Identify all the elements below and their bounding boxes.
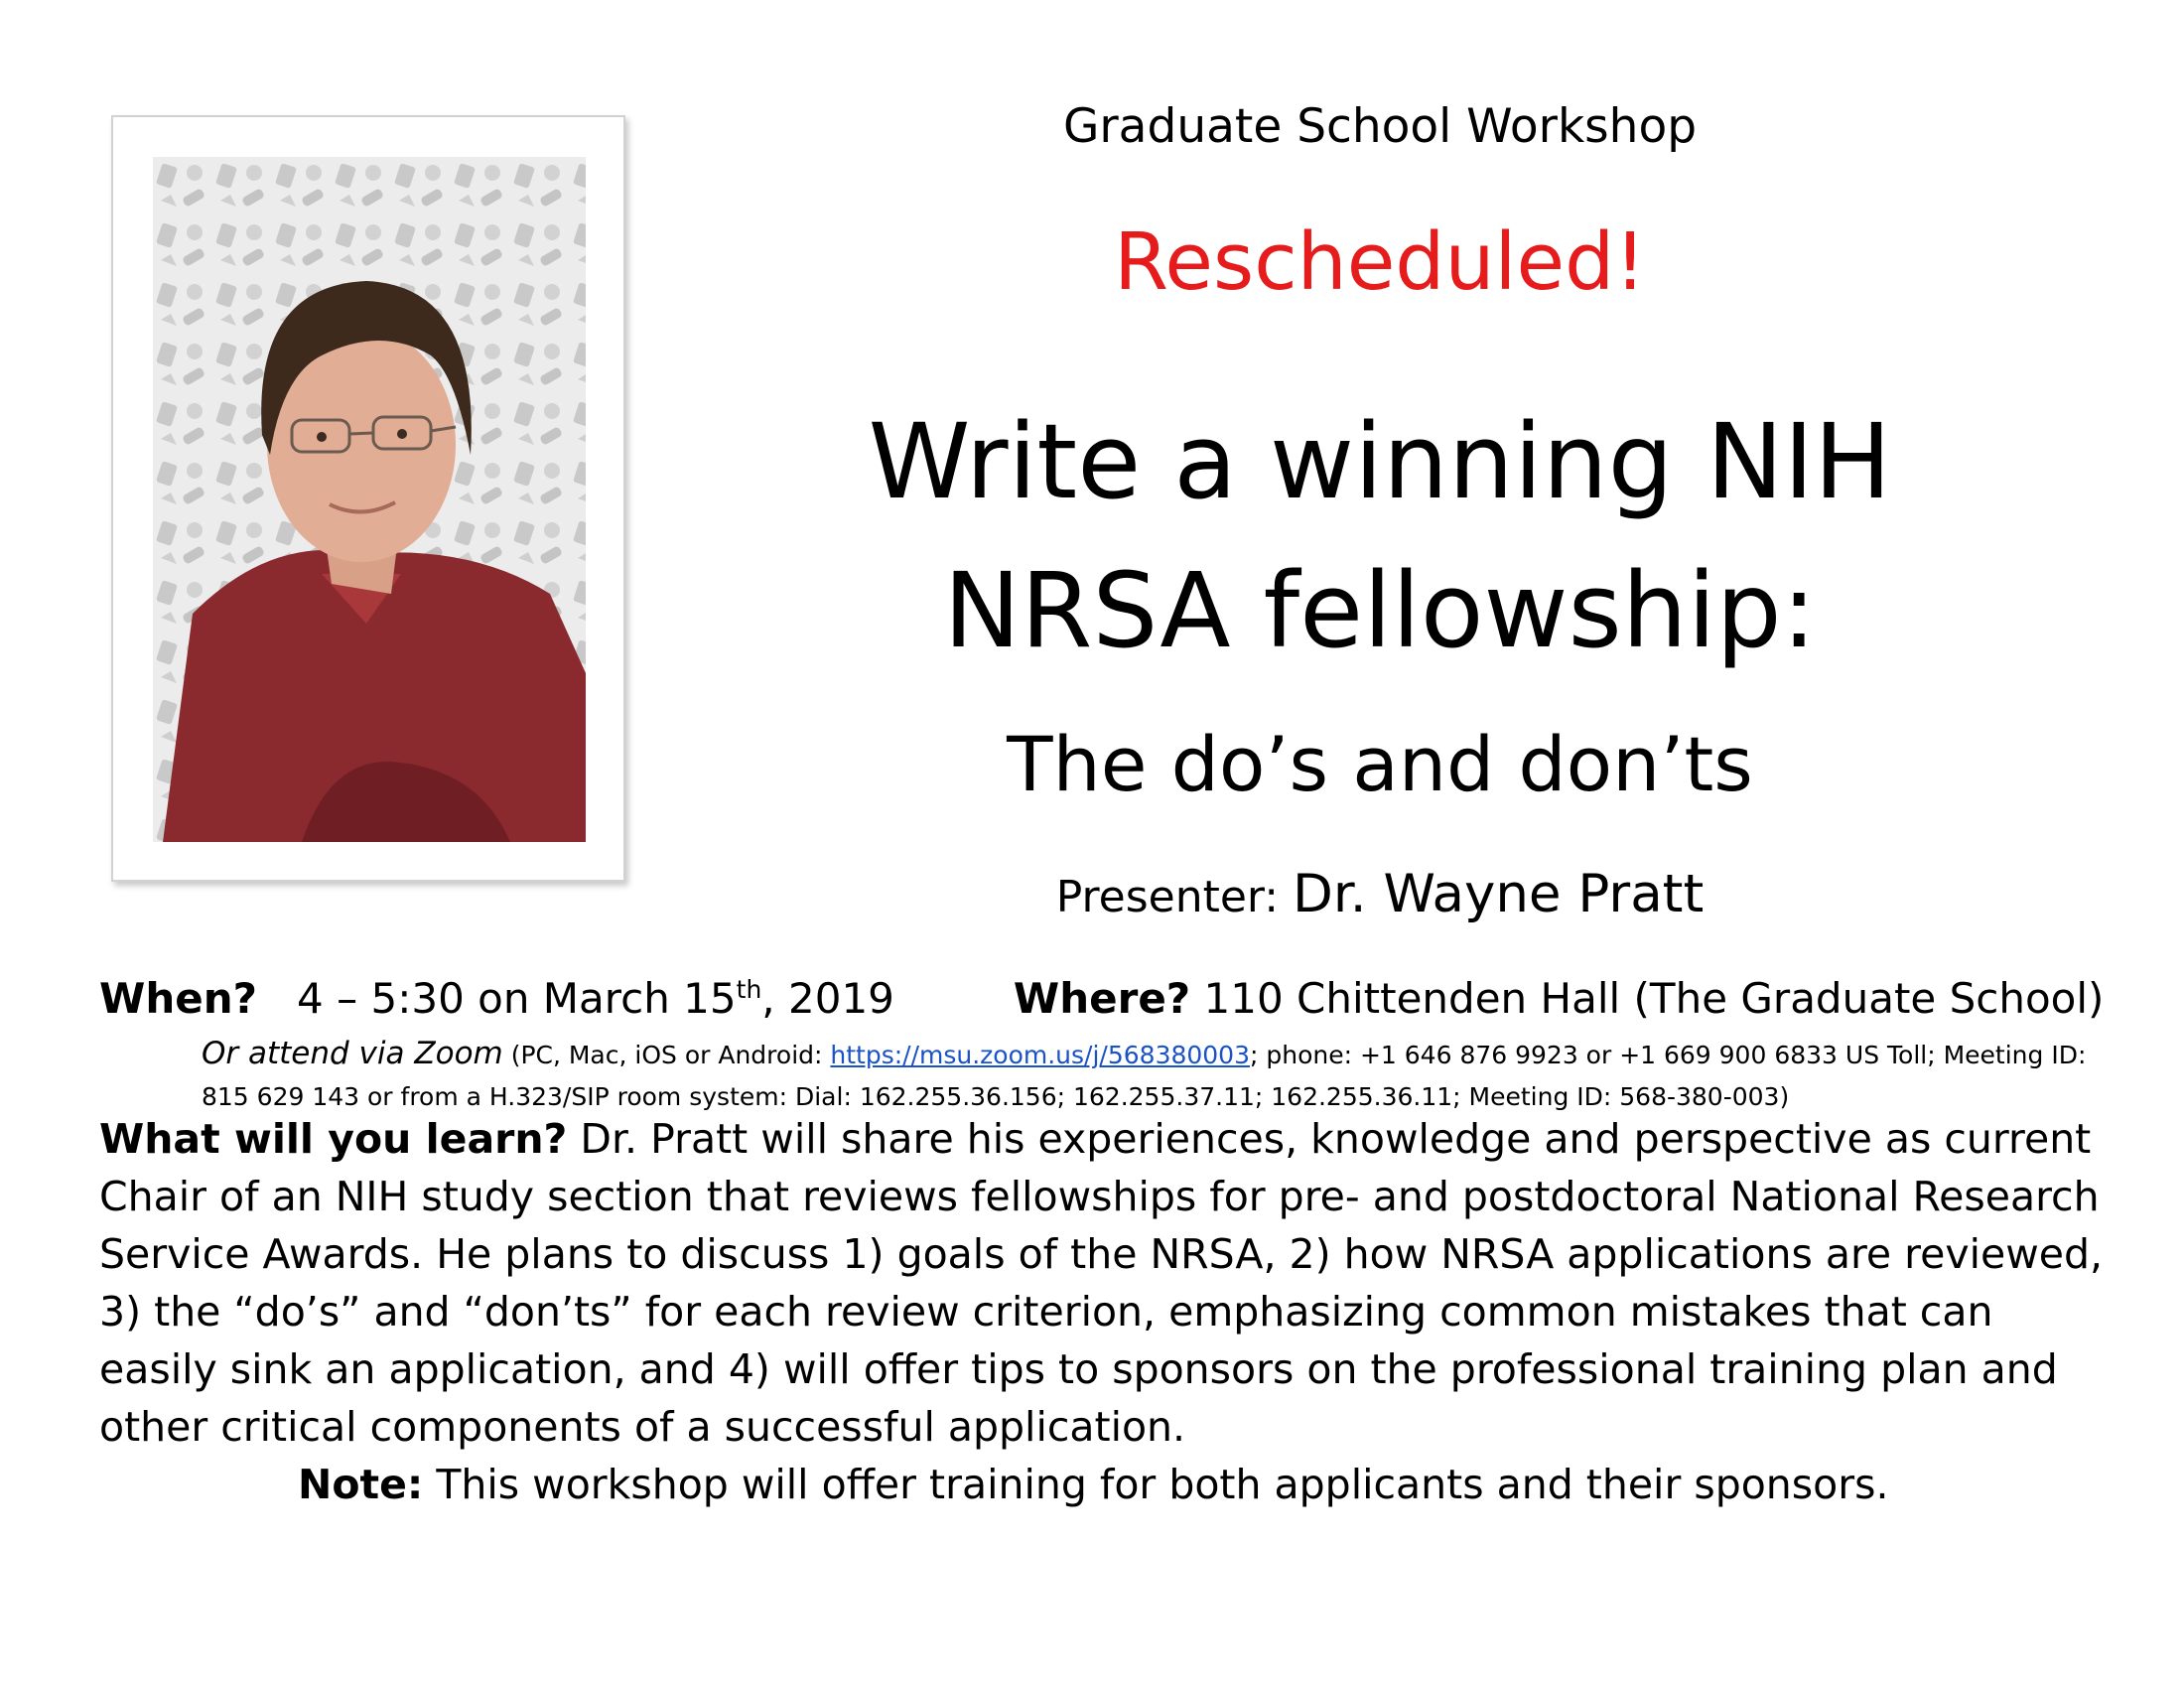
- event-title-line-1: Write a winning NIH: [868, 401, 1892, 522]
- date-ordinal: th: [736, 975, 762, 1004]
- zoom-details: ; phone: +1 646 876 9923 or +1 669 900 6833 US Toll; Meeting ID: 815 629 143 or from a H.323/SIP room system: Dial: 162.255.36.156; 162.255.37.11; 162.255.36.11; Meeting ID: 568-380-003): [202, 1041, 2087, 1111]
- zoom-info: [202, 1033, 2108, 1118]
- zoom-pre: (PC, Mac, iOS or Android:: [510, 1041, 831, 1069]
- note-label: Note:: [298, 1461, 424, 1508]
- presenter-label: Presenter:: [1055, 872, 1280, 922]
- workshop-kicker: Graduate School Workshop: [1062, 99, 1698, 154]
- where-label: Where?: [1013, 974, 1191, 1023]
- presenter-photo: [153, 157, 586, 842]
- when-value: 4 – 5:30 on March 15th, 2019: [297, 974, 894, 1023]
- note-text: This workshop will offer training for both applicants and their sponsors.: [436, 1461, 1889, 1508]
- note-line: [298, 1456, 2105, 1513]
- zoom-lead: Or attend via Zoom: [202, 1036, 503, 1071]
- event-title-line-2: NRSA fellowship:: [943, 550, 1817, 671]
- presenter-line: [774, 860, 1985, 932]
- event-title: [774, 387, 1985, 685]
- event-subtitle: The do’s and don’ts: [1007, 720, 1753, 808]
- learn-paragraph: [99, 1110, 2115, 1456]
- rescheduled-banner: Rescheduled!: [1114, 216, 1646, 308]
- zoom-link[interactable]: https://msu.zoom.us/j/568380003: [830, 1041, 1250, 1069]
- learn-text: Dr. Pratt will share his experiences, knowledge and perspective as current Chair of an NIH study section that reviews fellowships for pre- and postdoctoral National Research Service Awards. He plans to discuss 1) goals of the NRSA, 2) how NRSA applications are reviewed, 3) the “do’s” and “don’ts” for each review criterion, emphasizing common mistakes that can easily sink an application, and 4) will offer tips to sponsors on the professional training plan and other critical components of a successful application.: [99, 1115, 2104, 1451]
- presenter-name: Dr. Wayne Pratt: [1293, 864, 1705, 924]
- when-label: When?: [99, 974, 257, 1023]
- when-where-line: [99, 971, 2134, 1027]
- where-value: 110 Chittenden Hall (The Graduate School): [1203, 974, 2105, 1023]
- learn-label: What will you learn?: [99, 1115, 568, 1163]
- presenter-portrait-icon: [153, 157, 586, 842]
- presenter-photo-frame: [111, 115, 625, 882]
